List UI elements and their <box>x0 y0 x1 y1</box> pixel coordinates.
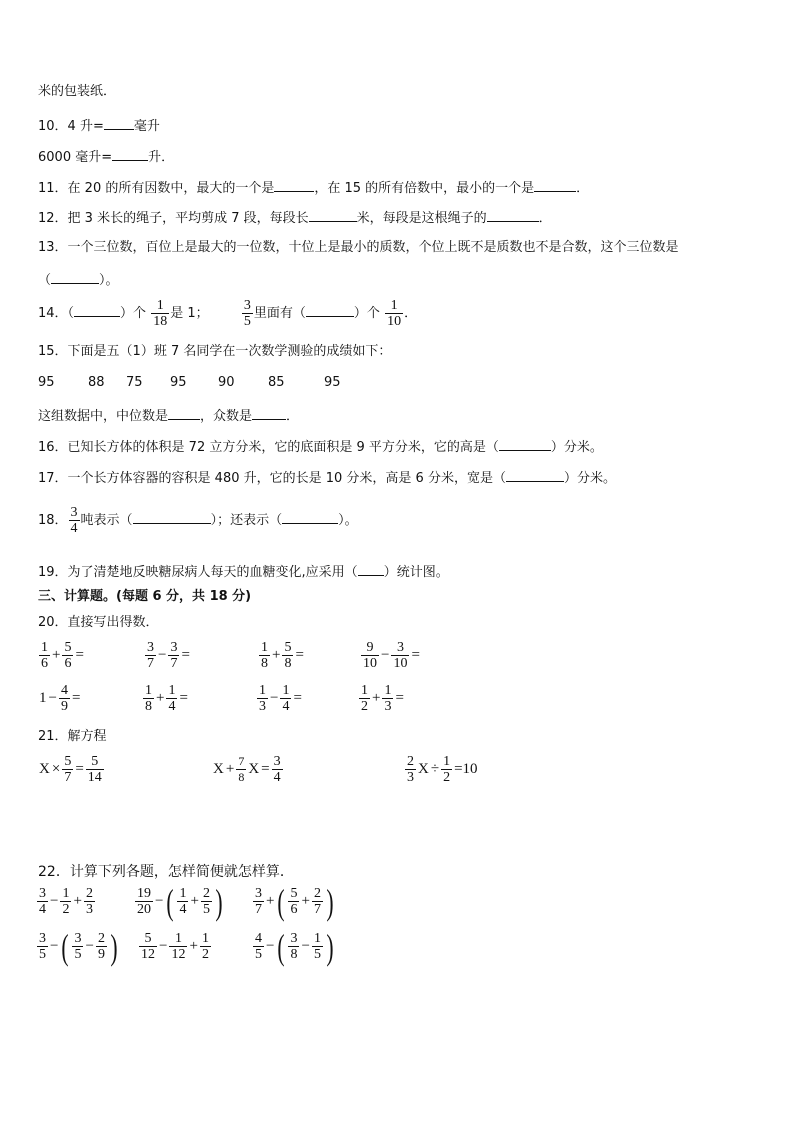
q14: 14．（ ）个 $\frac{1}{18}$ 是 1； $\frac{3}{5}$ 里面有（ ）个 $\frac{1}{10}$ ． <box>38 298 418 329</box>
q10-line2: 6000 毫升= 升． <box>38 150 175 165</box>
q19: 19．为了清楚地反映糖尿病人每天的血糖变化,应采用（ ）统计图。 <box>38 565 449 580</box>
fraction: $\frac{1}{10}$ <box>387 298 402 329</box>
q22-expr-6: $\frac{4}{5}$ −( $\frac{3}{8}$ − $\frac{1}{5}$ ) <box>255 926 334 967</box>
q21-title: 21．解方程 <box>38 729 107 744</box>
answer-blank[interactable] <box>133 511 211 524</box>
fraction: $\frac{3}{4}$ <box>70 505 78 536</box>
q13-line2: （ ）。 <box>38 273 119 288</box>
q22-expr-3: $\frac{3}{7}$ +( $\frac{5}{6}$ + $\frac{2}{7}$ ) <box>255 881 334 922</box>
answer-blank[interactable] <box>534 179 576 192</box>
answer-blank[interactable] <box>112 148 148 161</box>
q22-title: 22．计算下列各题，怎样简便就怎样算． <box>38 864 294 880</box>
answer-blank[interactable] <box>104 117 134 130</box>
equation-1: X × $\frac{5}{7}$ = $\frac{5}{14}$ <box>39 754 102 785</box>
section-title: 三、计算题。(每题 6 分，共 18 分) <box>38 589 252 604</box>
answer-blank[interactable] <box>358 563 384 576</box>
q9-tail: 米的包装纸． <box>38 84 117 99</box>
q20-expr-2: $\frac{3}{7}$ − $\frac{3}{7}$ = <box>147 640 190 671</box>
fraction: $\frac{1}{18}$ <box>153 298 168 329</box>
q10-line1: 10．4 升= 毫升 <box>38 119 160 134</box>
q20-expr-8: $\frac{1}{2}$ + $\frac{1}{3}$ = <box>361 683 404 714</box>
q16: 16．已知长方体的体积是 72 立方分米，它的底面积是 9 平方分米，它的高是（ ）分米。 <box>38 440 603 455</box>
answer-blank[interactable] <box>499 438 551 451</box>
q22-expr-1: $\frac{3}{4}$ − $\frac{1}{2}$ + $\frac{2}{3}$ <box>39 886 93 917</box>
answer-blank[interactable] <box>252 407 286 420</box>
q12: 12．把 3 米长的绳子，平均剪成 7 段，每段长 米，每段是这根绳子的 ． <box>38 211 552 226</box>
answer-blank[interactable] <box>282 511 338 524</box>
q20-expr-1: $\frac{1}{6}$ + $\frac{5}{6}$ = <box>41 640 84 671</box>
q17: 17．一个长方体容器的容积是 480 升，它的长是 10 分米，高是 6 分米，宽是（ ）分米。 <box>38 471 616 486</box>
q15-line1: 15．下面是五（1）班 7 名同学在一次数学测验的成绩如下： <box>38 344 392 359</box>
fraction: $\frac{3}{5}$ <box>243 298 251 329</box>
q20-expr-7: $\frac{1}{3}$ − $\frac{1}{4}$ = <box>259 683 302 714</box>
answer-blank[interactable] <box>274 179 314 192</box>
q20-expr-5: 1 − $\frac{4}{9}$ = <box>39 683 81 714</box>
answer-blank[interactable] <box>306 304 354 317</box>
q22-expr-5: $\frac{5}{12}$ − $\frac{1}{12}$ + $\frac{1}{2}$ <box>141 931 209 962</box>
answer-blank[interactable] <box>168 407 200 420</box>
equation-2: X + $\frac{7}{8}$ X = $\frac{3}{4}$ <box>213 754 281 785</box>
q15-line3: 这组数据中，中位数是 ，众数是 ． <box>38 409 300 424</box>
q15-scores: 95 88 75 95 90 85 95 <box>38 375 341 390</box>
q22-expr-2: $\frac{19}{20}$ −( $\frac{1}{4}$ + $\frac{2}{5}$ ) <box>137 881 223 922</box>
answer-blank[interactable] <box>51 271 99 284</box>
q13-line1: 13．一个三位数，百位上是最大的一位数，十位上是最小的质数，个位上既不是质数也不是合数，这个三位数是 <box>38 240 679 255</box>
answer-blank[interactable] <box>487 209 539 222</box>
q18: 18． $\frac{3}{4}$ 吨表示（ ）；还表示（ ）。 <box>38 505 358 536</box>
q20-title: 20．直接写出得数． <box>38 615 159 630</box>
q20-expr-6: $\frac{1}{8}$ + $\frac{1}{4}$ = <box>145 683 188 714</box>
q11: 11．在 20 的所有因数中，最大的一个是 ，在 15 的所有倍数中，最小的一个是 ． <box>38 181 590 196</box>
q20-expr-4: $\frac{9}{10}$ − $\frac{3}{10}$ = <box>363 640 420 671</box>
q20-expr-3: $\frac{1}{8}$ + $\frac{5}{8}$ = <box>261 640 304 671</box>
answer-blank[interactable] <box>74 304 120 317</box>
equation-3: $\frac{2}{3}$ X ÷ $\frac{1}{2}$ =10 <box>407 754 478 785</box>
answer-blank[interactable] <box>506 469 564 482</box>
answer-blank[interactable] <box>309 209 357 222</box>
q22-expr-4: $\frac{3}{5}$ −( $\frac{3}{5}$ − $\frac{2}{9}$ ) <box>39 926 118 967</box>
